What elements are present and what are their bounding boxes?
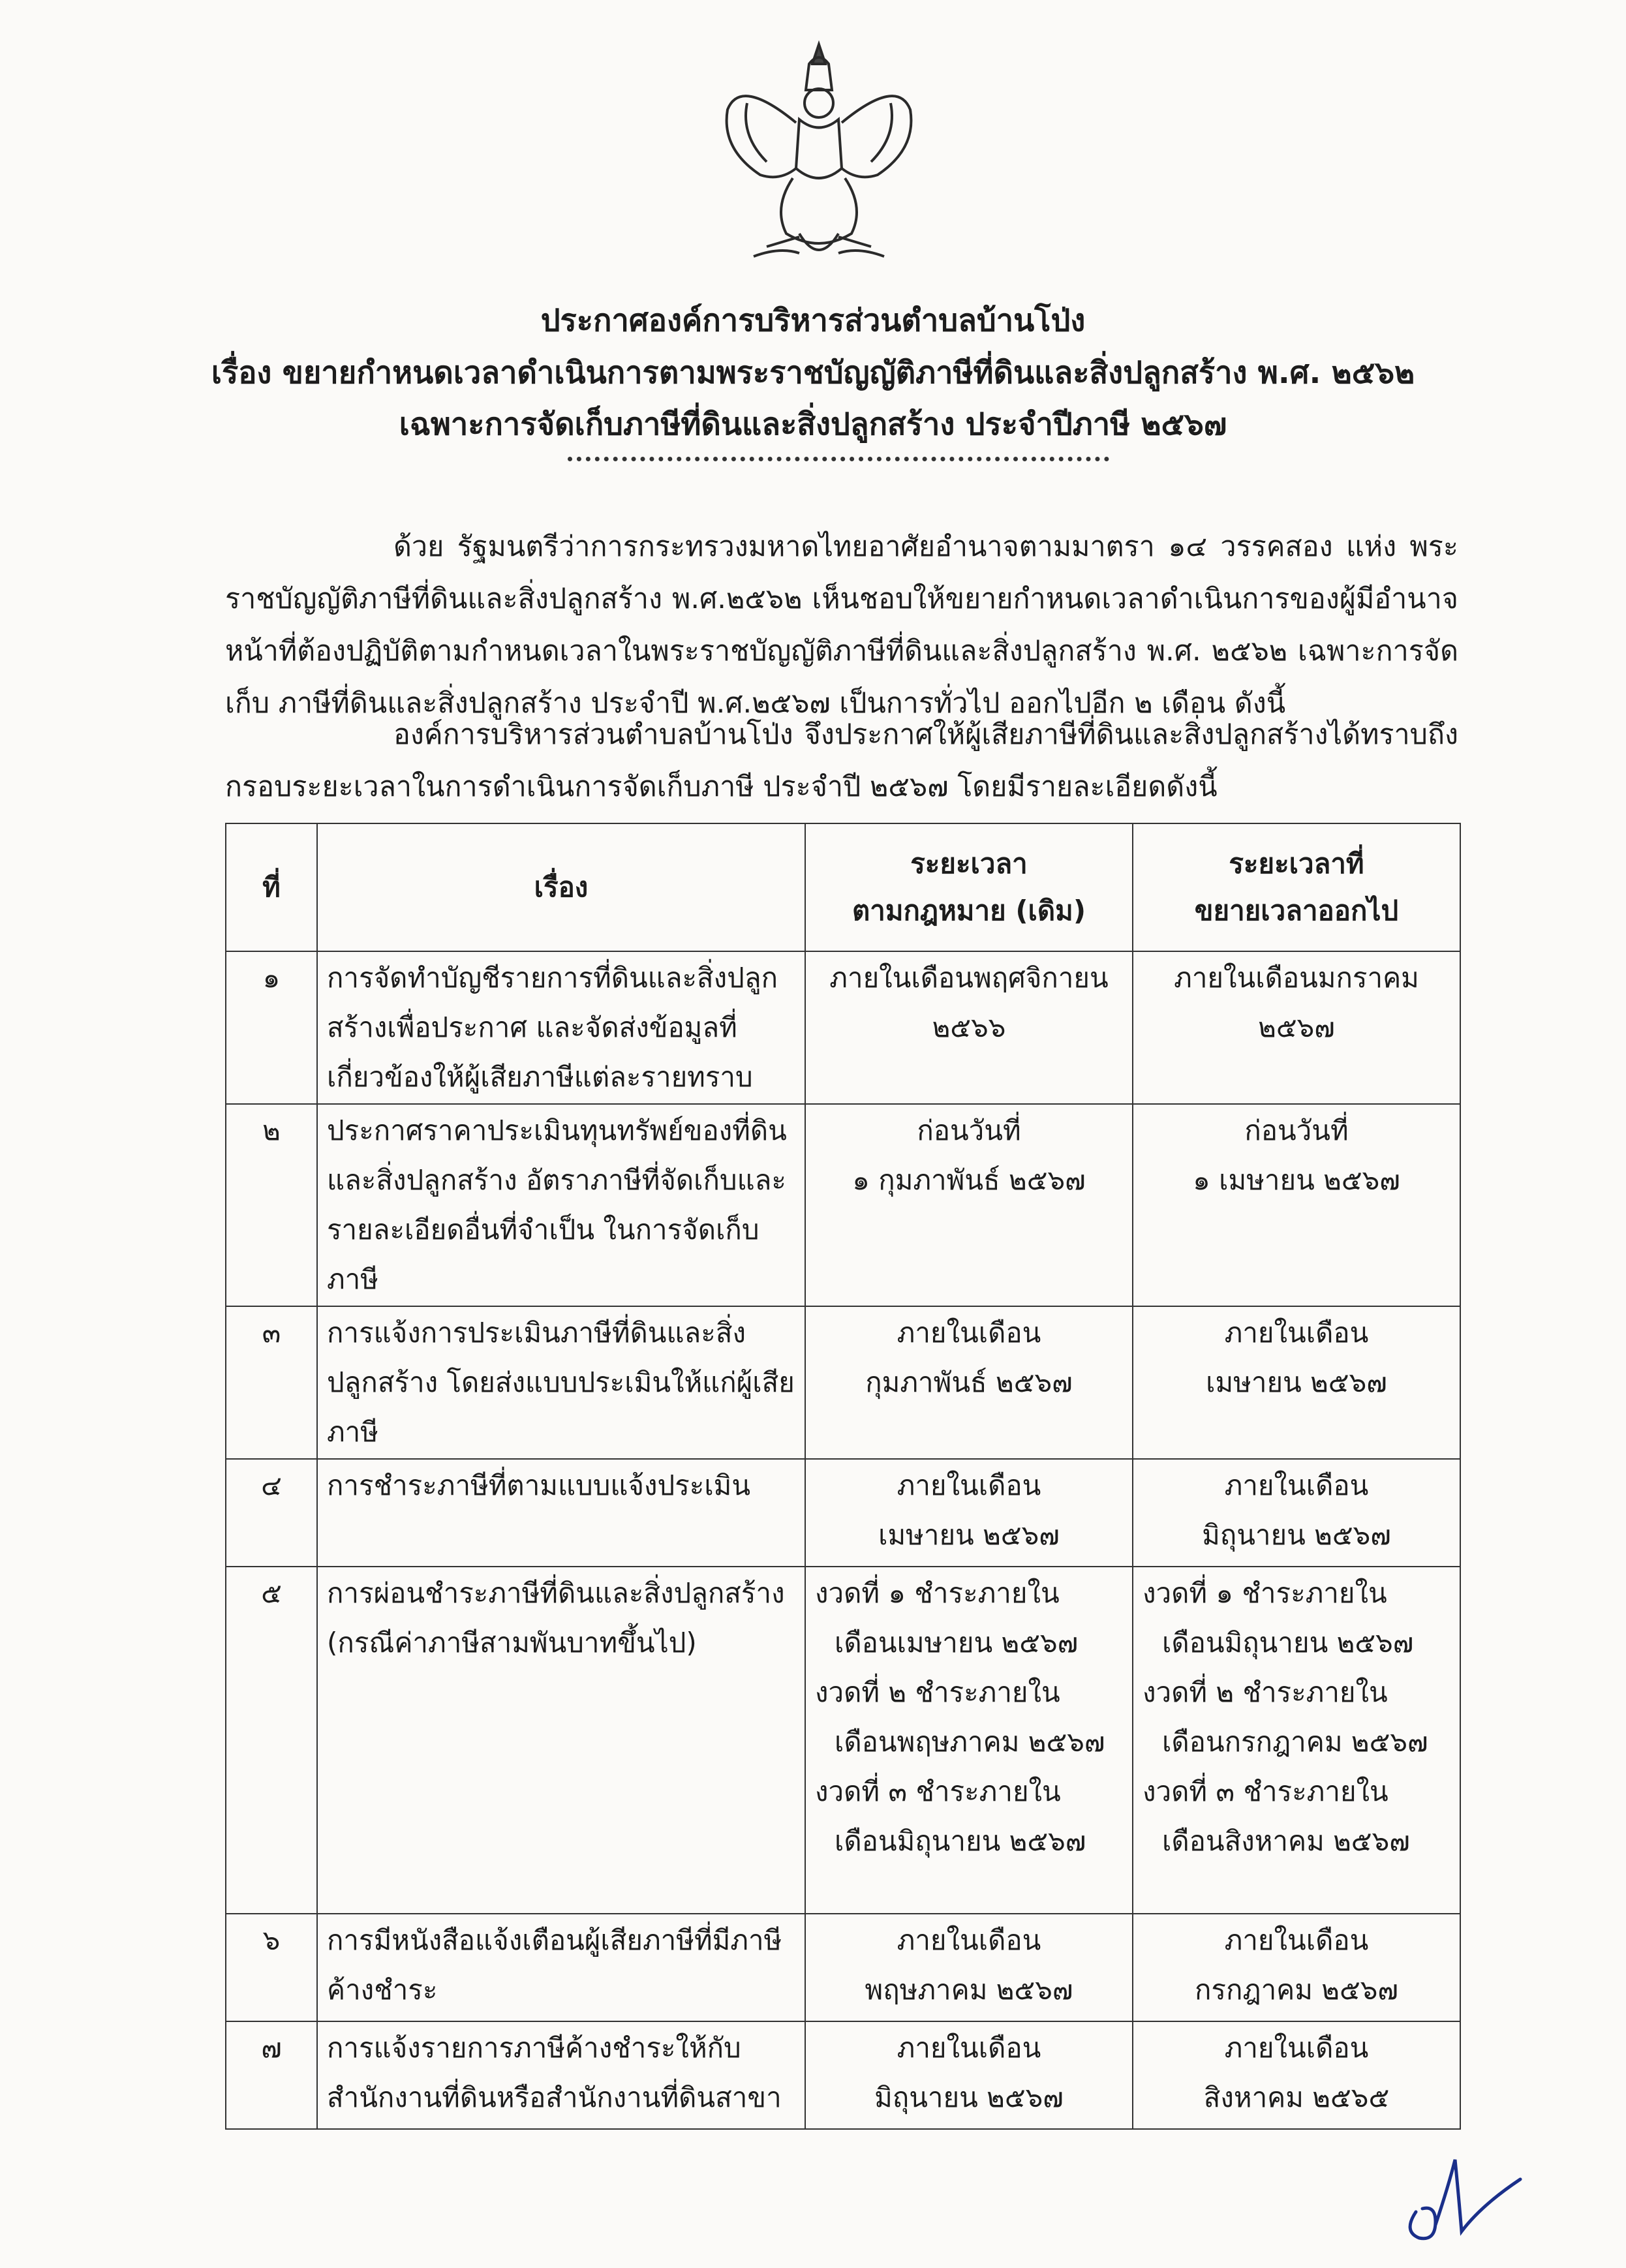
header-extended [1133,823,1460,951]
installment-1-label: งวดที่ ๑ ชำระภายใน [815,1577,1060,1609]
title-line-3: เฉพาะการจัดเก็บภาษีที่ดินและสิ่งปลูกสร้าง ประจำปีภาษี ๒๕๖๗ [399,406,1227,442]
row-extended [1133,951,1460,1104]
row-legal-line2: ๒๕๖๖ [932,1011,1006,1043]
row-extended [1133,1914,1460,2021]
row-extended-line2: ๒๕๖๗ [1258,1011,1335,1043]
row-legal-line2: พฤษภาคม ๒๕๖๗ [865,1974,1073,2006]
row-extended-line2: เมษายน ๒๕๖๗ [1206,1366,1387,1398]
row-legal-line2: มิถุนายน ๒๕๖๗ [874,2081,1064,2113]
installment-2-label: งวดที่ ๒ ชำระภายใน [1143,1676,1388,1708]
row-subject: การแจ้งการประเมินภาษีที่ดินและสิ่งปลูกสร้าง โดยส่งแบบประเมินให้แก่ผู้เสียภาษี [317,1306,805,1459]
row-extended-line1: ก่อนวันที่ [1244,1114,1349,1146]
row-subject: การชำระภาษีที่ตามแบบแจ้งประเมิน [317,1459,805,1567]
row-legal [805,951,1133,1104]
installment-3-month: เดือนมิถุนายน ๒๕๖๗ [835,1825,1086,1857]
installment-3-label: งวดที่ ๓ ชำระภายใน [815,1775,1061,1807]
installment-3-label: งวดที่ ๓ ชำระภายใน [1143,1775,1388,1807]
row-extended-line1: ภายในเดือน [1224,1469,1369,1501]
table-header-row [226,823,1460,951]
row-legal [805,2021,1133,2129]
installment-1-month: เดือนมิถุนายน ๒๕๖๗ [1162,1627,1414,1659]
row-legal-line1: ภายในเดือน [897,1469,1041,1501]
row-legal [805,1104,1133,1306]
row-extended [1133,1459,1460,1567]
handwritten-signature-icon [1390,2134,1540,2251]
row-no: ๔ [226,1459,317,1567]
header-extended-line1: ระยะเวลาที่ [1229,848,1364,880]
installment-3-month: เดือนสิงหาคม ๒๕๖๗ [1162,1825,1410,1857]
paragraph-1-text: ด้วย รัฐมนตรีว่าการกระทรวงมหาดไทยอาศัยอำนาจตามมาตรา ๑๔ วรรคสอง แห่ง พระราชบัญญัติภาษีที่ดินและสิ่งปลูกสร้าง พ.ศ.๒๕๖๒ เห็นชอบให้ขยายกำหนดเวลาดำเนินการของผู้มีอำนาจ หน้าที่ต้องปฏิบัติตามกำหนดเวลาในพระราชบัญญัติภาษีที่ดินและสิ่งปลูกสร้าง พ.ศ. ๒๕๖๒ เฉพาะการจัดเก็บ ภาษีที่ดินและสิ่งปลูกสร้าง ประจำปี พ.ศ.๒๕๖๗ เป็นการทั่วไป ออกไปอีก ๒ เดือน ดังนี้ [225,530,1458,720]
row-extended-line2: สิงหาคม ๒๕๖๕ [1203,2081,1390,2113]
row-extended-line1: ภายในเดือน [1224,1924,1369,1956]
row-legal-line1: ภายในเดือนพฤศจิกายน [829,962,1109,994]
schedule-table [225,823,1461,2130]
paragraph-1 [225,521,1458,729]
header-legal-line2: ตามกฎหมาย (เดิม) [851,895,1086,927]
installment-2-label: งวดที่ ๒ ชำระภายใน [815,1676,1060,1708]
table-row [226,1914,1460,2021]
table-row [226,1104,1460,1306]
title-line-1: ประกาศองค์การบริหารส่วนตำบลบ้านโป่ง [540,303,1086,339]
row-legal [805,1306,1133,1459]
row-subject: ประกาศราคาประเมินทุนทรัพย์ของที่ดินและสิ่งปลูกสร้าง อัตราภาษีที่จัดเก็บและรายละเอียดอื่นที่จำเป็น ในการจัดเก็บภาษี [317,1104,805,1306]
row-extended [1133,1104,1460,1306]
row-no: ๗ [226,2021,317,2129]
row-extended [1133,2021,1460,2129]
row-subject: การผ่อนชำระภาษีที่ดินและสิ่งปลูกสร้าง (กรณีค่าภาษีสามพันบาทขึ้นไป) [317,1567,805,1914]
row-legal-line2: เมษายน ๒๕๖๗ [878,1519,1060,1551]
table-row [226,951,1460,1104]
header-legal [805,823,1133,951]
table-row [226,2021,1460,2129]
row-extended-line2: มิถุนายน ๒๕๖๗ [1202,1519,1391,1551]
row-legal-line1: ภายในเดือน [897,1924,1041,1956]
row-subject: การจัดทำบัญชีรายการที่ดินและสิ่งปลูกสร้างเพื่อประกาศ และจัดส่งข้อมูลที่เกี่ยวข้องให้ผู้เสียภาษีแต่ละรายทราบ [317,951,805,1104]
header-no: ที่ [226,823,317,951]
table-row [226,1567,1460,1914]
row-extended [1133,1306,1460,1459]
installment-1-label: งวดที่ ๑ ชำระภายใน [1143,1577,1387,1609]
dotted-divider [568,457,1109,461]
row-no: ๑ [226,951,317,1104]
row-extended-line1: ภายในเดือน [1224,2032,1369,2064]
row-legal-installments [805,1567,1133,1914]
row-legal-line2: กุมภาพันธ์ ๒๕๖๗ [865,1366,1073,1398]
header-legal-line1: ระยะเวลา [910,848,1028,880]
row-extended-line2: กรกฎาคม ๒๕๖๗ [1194,1974,1399,2006]
installment-2-month: เดือนกรกฎาคม ๒๕๖๗ [1162,1726,1428,1758]
title-line-2: เรื่อง ขยายกำหนดเวลาดำเนินการตามพระราชบัญญัติภาษีที่ดินและสิ่งปลูกสร้าง พ.ศ. ๒๕๖๒ [211,355,1415,391]
row-no: ๒ [226,1104,317,1306]
row-legal-line2: ๑ กุมภาพันธ์ ๒๕๖๗ [852,1164,1086,1196]
paragraph-2-text: องค์การบริหารส่วนตำบลบ้านโป่ง จึงประกาศให้ผู้เสียภาษีที่ดินและสิ่งปลูกสร้างได้ทราบถึง กรอบระยะเวลาในการดำเนินการจัดเก็บภาษี ประจำปี ๒๕๖๗ โดยมีรายละเอียดดังนี้ [225,718,1458,803]
row-no: ๕ [226,1567,317,1914]
row-legal [805,1914,1133,2021]
installment-2-month: เดือนพฤษภาคม ๒๕๖๗ [835,1726,1105,1758]
row-legal [805,1459,1133,1567]
row-legal-line1: ก่อนวันที่ [917,1114,1021,1146]
row-extended-line2: ๑ เมษายน ๒๕๖๗ [1193,1164,1400,1196]
paragraph-2 [225,709,1458,813]
garuda-emblem-icon [701,38,936,279]
row-legal-line1: ภายในเดือน [897,1317,1041,1349]
installment-1-month: เดือนเมษายน ๒๕๖๗ [835,1627,1079,1659]
row-legal-line1: ภายในเดือน [897,2032,1041,2064]
row-extended-line1: ภายในเดือนมกราคม [1174,962,1419,994]
row-extended-line1: ภายในเดือน [1224,1317,1369,1349]
header-subject: เรื่อง [317,823,805,951]
table-row [226,1306,1460,1459]
row-subject: การมีหนังสือแจ้งเตือนผู้เสียภาษีที่มีภาษีค้างชำระ [317,1914,805,2021]
table-row [226,1459,1460,1567]
row-subject: การแจ้งรายการภาษีค้างชำระให้กับสำนักงานที่ดินหรือสำนักงานที่ดินสาขา [317,2021,805,2129]
row-no: ๖ [226,1914,317,2021]
row-extended-installments [1133,1567,1460,1914]
header-extended-line2: ขยายเวลาออกไป [1194,895,1399,927]
row-no: ๓ [226,1306,317,1459]
